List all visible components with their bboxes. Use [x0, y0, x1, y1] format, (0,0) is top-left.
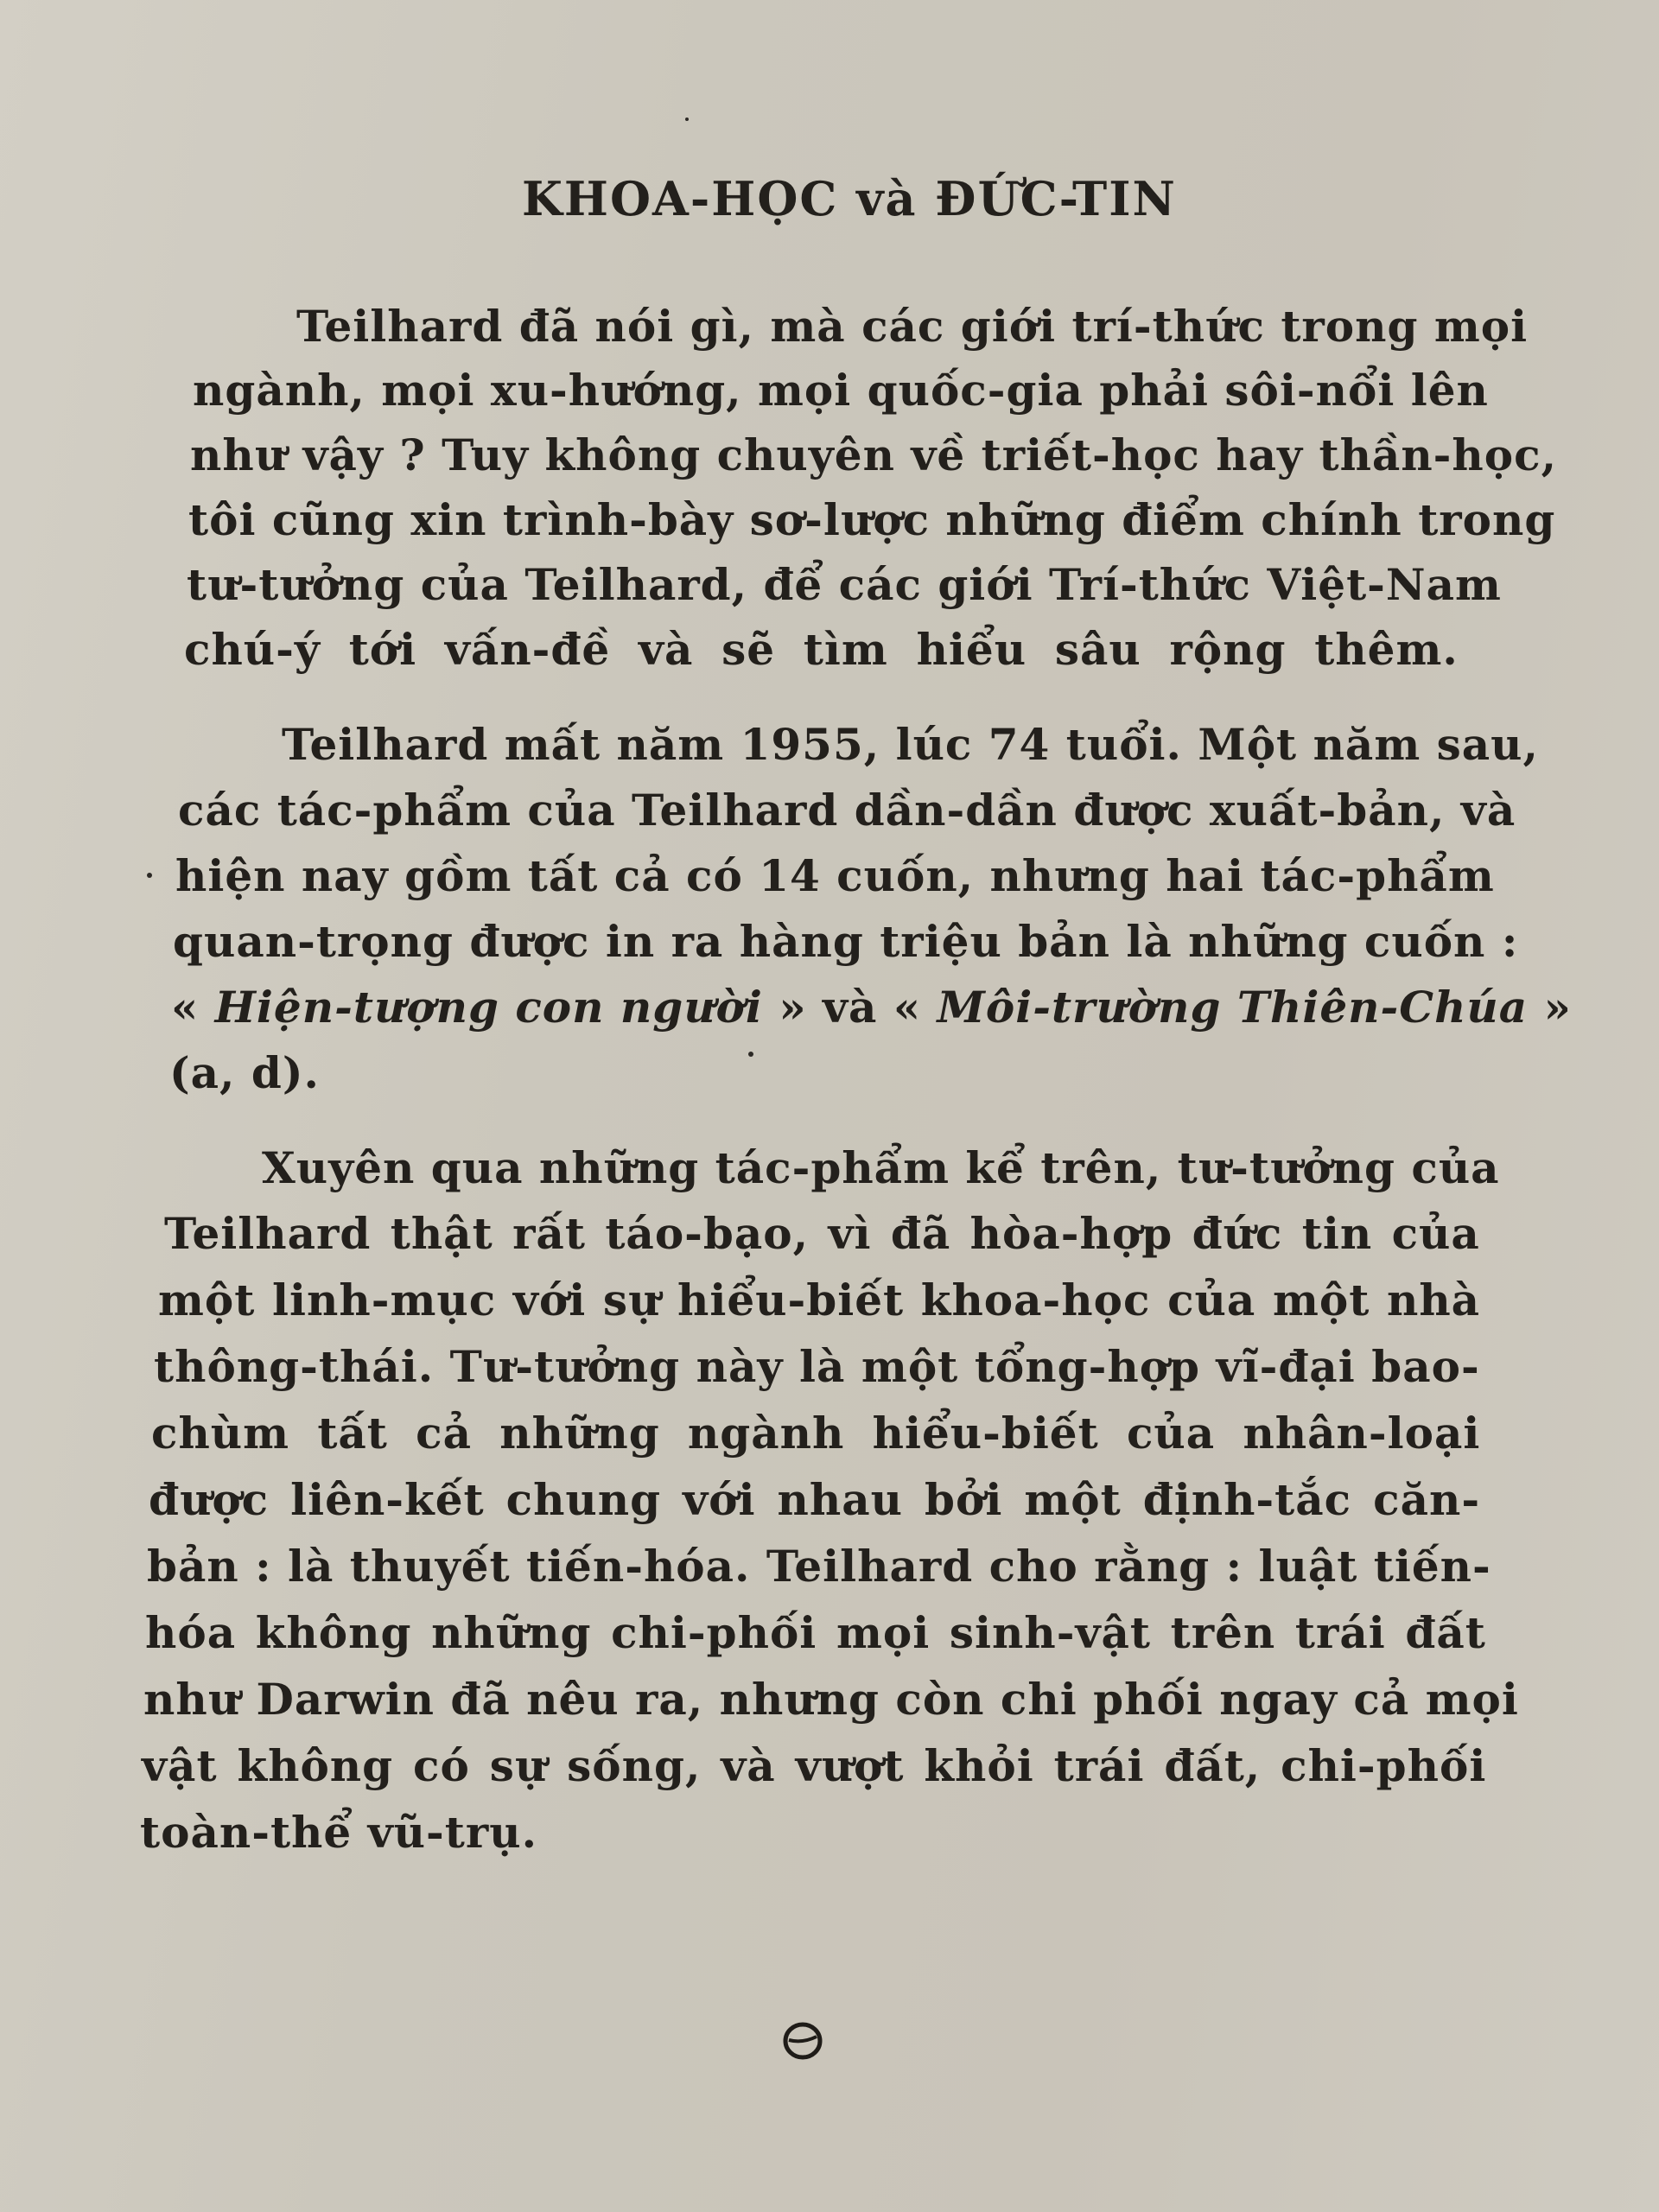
- paragraph-3-line: vật không có sự sống, và vượt khỏi trái đất, chi-phối: [142, 1740, 1487, 1791]
- paragraph-3-line: thông-thái. Tư-tưởng này là một tổng-hợp vĩ-đại bao-: [154, 1341, 1480, 1392]
- book-title-moi-truong: Môi-trường Thiên-Chúa: [937, 982, 1529, 1033]
- book-title-hien-tuong: Hiện-tượng con người: [214, 982, 763, 1033]
- paragraph-1-line: tư-tưởng của Teilhard, để các giới Trí-thức Việt-Nam: [187, 559, 1502, 610]
- paragraph-3-line: Teilhard thật rất táo-bạo, vì đã hòa-hợp đức tin của: [164, 1208, 1480, 1259]
- paragraph-2-line: quan-trọng được in ra hàng triệu bản là những cuốn :: [173, 916, 1519, 967]
- page-number-mark: [780, 2018, 825, 2063]
- ink-speck: [147, 873, 152, 878]
- paragraph-3-line: được liên-kết chung với nhau bởi một định-tắc căn-: [149, 1474, 1481, 1525]
- paragraph-2-line: hiện nay gồm tất cả có 14 cuốn, nhưng hai tác-phẩm: [175, 850, 1495, 901]
- paragraph-2-titles-line: [171, 982, 1572, 1033]
- close-quote: »: [762, 982, 807, 1033]
- paragraph-1-line: ngành, mọi xu-hướng, mọi quốc-gia phải sôi-nổi lên: [193, 365, 1489, 416]
- ink-speck: [685, 118, 689, 121]
- paragraph-1-line: chú-ý tới vấn-đề và sẽ tìm hiểu sâu rộng thêm.: [184, 624, 1459, 675]
- open-quote: «: [171, 982, 215, 1033]
- close-quote: »: [1528, 982, 1572, 1033]
- conjunction: và: [806, 982, 893, 1033]
- ink-speck: [748, 1052, 753, 1057]
- chapter-title: KHOA-HỌC và ĐỨC-TIN: [522, 171, 1177, 226]
- paragraph-3-line: bản : là thuyết tiến-hóa. Teilhard cho rằng : luật tiến-: [147, 1541, 1491, 1592]
- open-quote: «: [893, 982, 938, 1033]
- paragraph-3-line: một linh-mục với sự hiểu-biết khoa-học của một nhà: [158, 1274, 1481, 1325]
- paragraph-3-line: như Darwin đã nêu ra, nhưng còn chi phối ngay cả mọi: [143, 1674, 1519, 1725]
- paragraph-2-line: các tác-phẩm của Teilhard dần-dần được xuất-bản, và: [178, 785, 1516, 836]
- paragraph-3-line: chùm tất cả những ngành hiểu-biết của nhân-loại: [151, 1408, 1481, 1459]
- paragraph-1-line: tôi cũng xin trình-bày sơ-lược những điểm chính trong: [188, 494, 1556, 545]
- reference-note: (a, d).: [169, 1047, 320, 1098]
- paragraph-1-line: như vậy ? Tuy không chuyên về triết-học hay thần-học,: [190, 429, 1557, 480]
- paragraph-2-line: Teilhard mất năm 1955, lúc 74 tuổi. Một năm sau,: [282, 719, 1539, 770]
- paragraph-3-line: Xuyên qua những tác-phẩm kể trên, tư-tưởng của: [262, 1142, 1500, 1193]
- paragraph-1-line: Teilhard đã nói gì, mà các giới trí-thức trong mọi: [296, 301, 1529, 352]
- paragraph-3-line: hóa không những chi-phối mọi sinh-vật trên trái đất: [145, 1607, 1486, 1658]
- paragraph-3-line: toàn-thể vũ-trụ.: [140, 1807, 537, 1858]
